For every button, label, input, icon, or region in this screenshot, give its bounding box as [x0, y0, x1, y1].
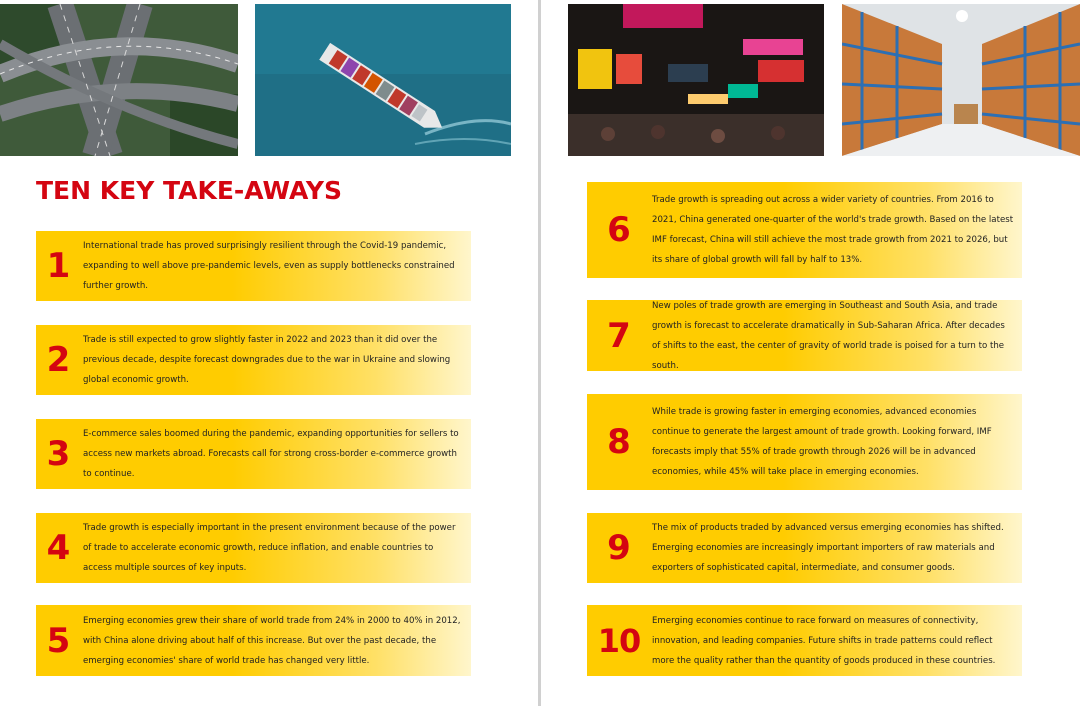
takeaway-number: 5 — [46, 620, 71, 661]
takeaway-number: 2 — [46, 340, 71, 380]
takeaway-number: 6 — [607, 210, 631, 250]
takeaway-text: International trade has proved surprisingly resilient through the Covid-19 pandemic, expanding to well above pre-pandemic levels, even as supply bottlenecks constrained further growth. — [83, 241, 455, 291]
takeaway-text: The mix of products traded by advanced versus emerging economies has shifted. Emerging economies are increasingly important importers of raw materials and exporters of sophisticated capital, intermediate, and consumer goods. — [652, 523, 1004, 573]
takeaway-card-9 — [587, 513, 1022, 583]
takeaway-number: 8 — [607, 422, 631, 462]
takeaway-card-2 — [36, 325, 471, 395]
takeaway-card-10 — [587, 605, 1022, 676]
takeaway-text: Emerging economies grew their share of world trade from 24% in 2000 to 40% in 2012, with China alone driving about half of this increase. But over the past decade, the emerging economies' share of world trade has changed very little. — [83, 615, 461, 666]
takeaway-text: While trade is growing faster in emerging economies, advanced economies continue to generate the largest amount of trade growth. Looking forward, IMF forecasts imply that 55% of trade growth through 2026 will be in advanced economies, while 45% will take place in emerging economies. — [652, 407, 992, 477]
takeaway-card-5 — [36, 605, 471, 676]
takeaway-number: 7 — [607, 315, 631, 356]
takeaway-text: Trade growth is especially important in the present environment because of the power of trade to accelerate economic growth, reduce inflation, and enable countries to access multiple sources of key inputs. — [83, 523, 456, 573]
takeaway-text: Trade is still expected to grow slightly faster in 2022 and 2023 than it did over the previous decade, despite forecast downgrades due to the war in Ukraine and slowing global economic growth. — [83, 335, 451, 385]
neon-street-market-photo — [568, 4, 824, 156]
takeaway-number: 10 — [597, 621, 641, 660]
page-title: TEN KEY TAKE-AWAYS — [36, 176, 343, 205]
takeaway-card-8 — [587, 394, 1022, 490]
takeaway-card-4 — [36, 513, 471, 583]
takeaway-number: 4 — [46, 528, 71, 568]
takeaway-card-6 — [587, 182, 1022, 278]
takeaway-text: New poles of trade growth are emerging in Southeast and South Asia, and trade growth is forecast to accelerate dramatically in Sub-Saharan Africa. After decades of shifts to the east, the center of gravity of world trade is poised for a turn to the south. — [652, 300, 1005, 371]
takeaway-number: 3 — [46, 434, 71, 474]
takeaway-card-1 — [36, 231, 471, 301]
container-ship-photo — [255, 4, 511, 156]
takeaway-number: 1 — [46, 246, 71, 286]
takeaway-card-3 — [36, 419, 471, 489]
takeaway-text: Trade growth is spreading out across a wider variety of countries. From 2016 to 2021, China generated one-quarter of the world's trade growth. Based on the latest IMF forecast, China will still achieve the most trade growth from 2021 to 2026, but its share of global growth will fall by half to 13%. — [652, 195, 1014, 265]
takeaway-text: E-commerce sales boomed during the pandemic, expanding opportunities for sellers to access new markets abroad. Forecasts call for strong cross-border e-commerce growth to continue. — [83, 429, 459, 479]
takeaway-card-7 — [587, 300, 1022, 371]
takeaway-text: Emerging economies continue to race forward on measures of connectivity, innovation, and leading companies. Future shifts in trade patterns could reflect more the quality rather than the quantity of goods produced in these countries. — [652, 615, 996, 666]
warehouse-shelves-photo — [842, 4, 1080, 156]
highway-interchange-photo — [0, 4, 238, 156]
takeaway-number: 9 — [607, 528, 631, 568]
